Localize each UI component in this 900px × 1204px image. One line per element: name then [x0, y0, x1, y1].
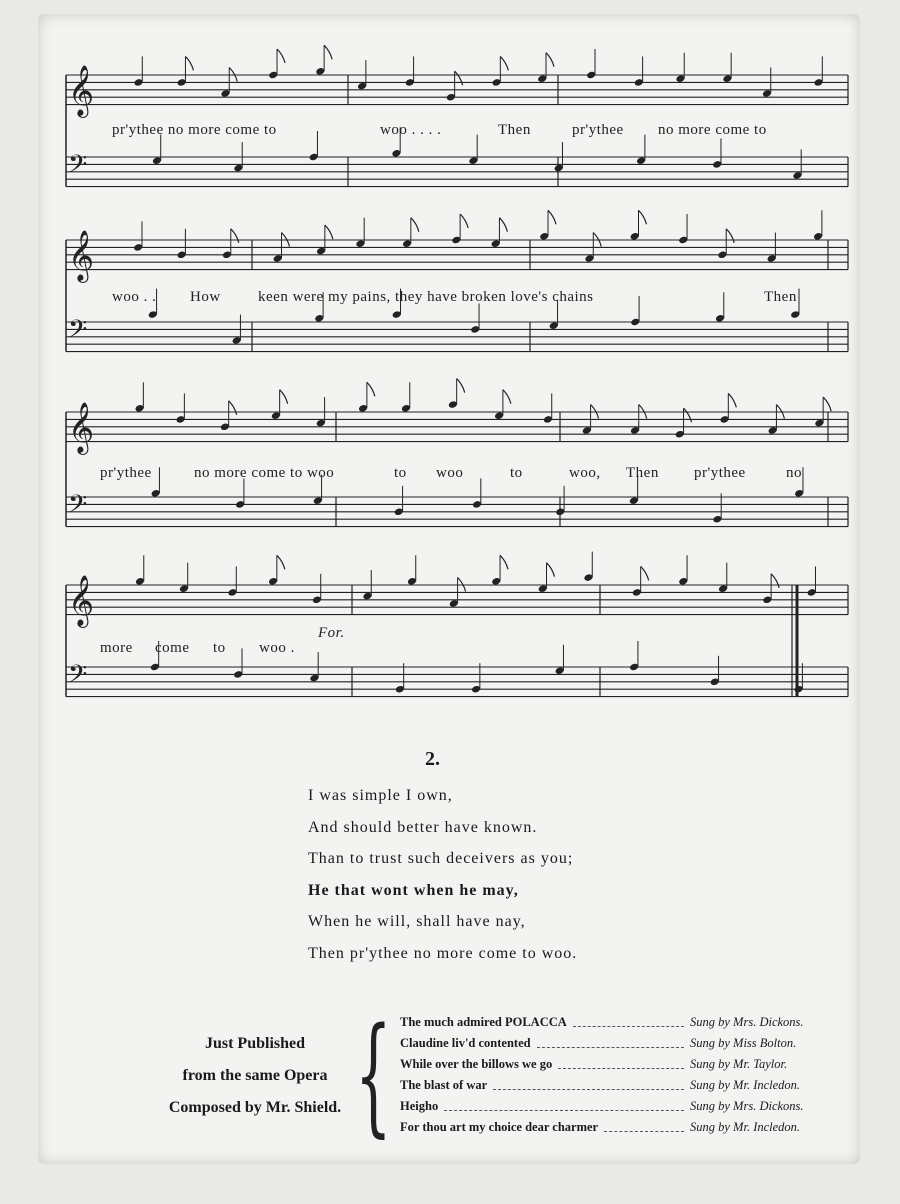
- treble-clef-icon: 𝄞: [68, 575, 95, 626]
- song-singer: Sung by Mrs. Dickons.: [690, 1099, 804, 1113]
- note-flag: [500, 56, 508, 70]
- bass-clef-icon: 𝄢: [68, 490, 88, 525]
- lyric-s1-a: pr'ythee no more come to: [112, 122, 277, 138]
- song-title: For thou art my choice dear charmer: [400, 1120, 599, 1134]
- leader-dots: [493, 1075, 684, 1090]
- note-flag: [728, 393, 736, 407]
- lyric-s1-b: woo . . . .: [380, 122, 442, 138]
- publisher-line: Just Published: [204, 1035, 306, 1052]
- song-title: While over the billows we go: [400, 1057, 553, 1071]
- song-title: Heigho: [400, 1099, 439, 1113]
- bass-clef-icon: 𝄢: [68, 150, 88, 185]
- song-list: [400, 1012, 840, 1138]
- leader-dots: [558, 1054, 684, 1069]
- note-flag: [548, 210, 556, 224]
- lyric-s3-i: no: [786, 465, 802, 481]
- note-flag: [231, 229, 239, 243]
- note-flag: [280, 390, 288, 404]
- treble-clef-icon: 𝄞: [68, 402, 95, 453]
- note-flag: [641, 566, 649, 580]
- lyric-s3-g: Then: [626, 465, 659, 481]
- verse-number: 2.: [425, 748, 440, 770]
- note-flag: [457, 379, 465, 393]
- lyric-s4-b: come: [155, 640, 190, 656]
- note-flag: [684, 408, 692, 422]
- note-flag: [500, 555, 508, 569]
- leader-dots: [444, 1096, 684, 1111]
- lyric-s3-c: to: [394, 465, 407, 481]
- note-flag: [823, 397, 831, 411]
- lyric-s2-d: Then: [764, 289, 797, 305]
- verse-line: And should better have known.: [308, 818, 538, 836]
- publisher-line: Composed by Mr. Shield.: [168, 1099, 342, 1116]
- lyric-s3-b: no more come to woo: [194, 465, 335, 481]
- lyric-s4-a: more: [100, 640, 133, 656]
- lyric-s1-d: pr'ythee: [572, 122, 624, 138]
- note-flag: [638, 210, 646, 224]
- treble-clef-icon: 𝄞: [68, 230, 95, 281]
- verse-line: Then pr'ythee no more come to woo.: [308, 944, 578, 962]
- song-singer: Sung by Mr. Incledon.: [690, 1078, 801, 1092]
- song-singer: Sung by Mr. Taylor.: [690, 1057, 788, 1071]
- leader-dots: [537, 1033, 684, 1048]
- note-flag: [503, 390, 511, 404]
- song-row: [400, 1096, 840, 1117]
- song-singer: Sung by Miss Bolton.: [690, 1036, 797, 1050]
- song-row: [400, 1075, 840, 1096]
- lyric-s2-b: How: [190, 289, 221, 305]
- verse-line: Than to trust such deceivers as you;: [308, 850, 574, 867]
- lyric-s3-h: pr'ythee: [694, 465, 746, 481]
- curly-brace: {: [355, 1001, 392, 1150]
- song-title: Claudine liv'd contented: [400, 1036, 531, 1050]
- song-row: [400, 1012, 840, 1033]
- note-flag: [324, 45, 332, 59]
- verse-text: [308, 780, 577, 969]
- verse-line: When he will, shall have nay,: [308, 913, 526, 930]
- verse-line: I was simple I own,: [308, 787, 453, 804]
- leader-dots: [573, 1012, 684, 1027]
- note-flag: [277, 555, 285, 569]
- verse-line: He that wont when he may,: [308, 881, 519, 899]
- note-flag: [229, 401, 237, 415]
- note-flag: [460, 214, 468, 228]
- lyric-s4-c: to: [213, 640, 226, 656]
- leader-dots: [604, 1117, 684, 1132]
- lyric-s3-e: to: [510, 465, 523, 481]
- note-flag: [367, 382, 375, 396]
- note-flag: [411, 218, 419, 232]
- lyric-s2-c: keen were my pains, they have broken love's chains: [258, 289, 594, 305]
- publisher-note: [150, 1028, 360, 1124]
- song-row: [400, 1033, 840, 1054]
- bass-clef-icon: 𝄢: [68, 315, 88, 350]
- note-flag: [455, 71, 463, 85]
- lyric-s2-a: woo . .: [112, 289, 157, 305]
- treble-clef-icon: 𝄞: [68, 65, 95, 116]
- lyric-s4-e: For.: [318, 625, 345, 641]
- lyric-s4-d: woo .: [259, 640, 295, 656]
- note-flag: [185, 56, 193, 70]
- song-singer: Sung by Mrs. Dickons.: [690, 1015, 804, 1029]
- note-flag: [726, 229, 734, 243]
- song-title: The much admired POLACCA: [400, 1015, 567, 1029]
- song-singer: Sung by Mr. Incledon.: [690, 1120, 801, 1134]
- lyric-s3-f: woo,: [569, 465, 601, 481]
- lyric-s3-a: pr'ythee: [100, 465, 152, 481]
- note-flag: [771, 574, 779, 588]
- note-flag: [499, 218, 507, 232]
- publisher-line: from the same Opera: [182, 1067, 328, 1084]
- lyric-s1-c: Then: [498, 122, 531, 138]
- lyric-s3-d: woo: [436, 465, 464, 481]
- note-flag: [277, 49, 285, 63]
- note-flag: [325, 225, 333, 239]
- song-row: [400, 1117, 840, 1138]
- lyric-s1-e: no more come to: [658, 122, 767, 138]
- note-flag: [546, 563, 554, 577]
- song-title: The blast of war: [400, 1078, 488, 1092]
- bass-clef-icon: 𝄢: [68, 660, 88, 695]
- song-row: [400, 1054, 840, 1075]
- note-flag: [546, 53, 554, 67]
